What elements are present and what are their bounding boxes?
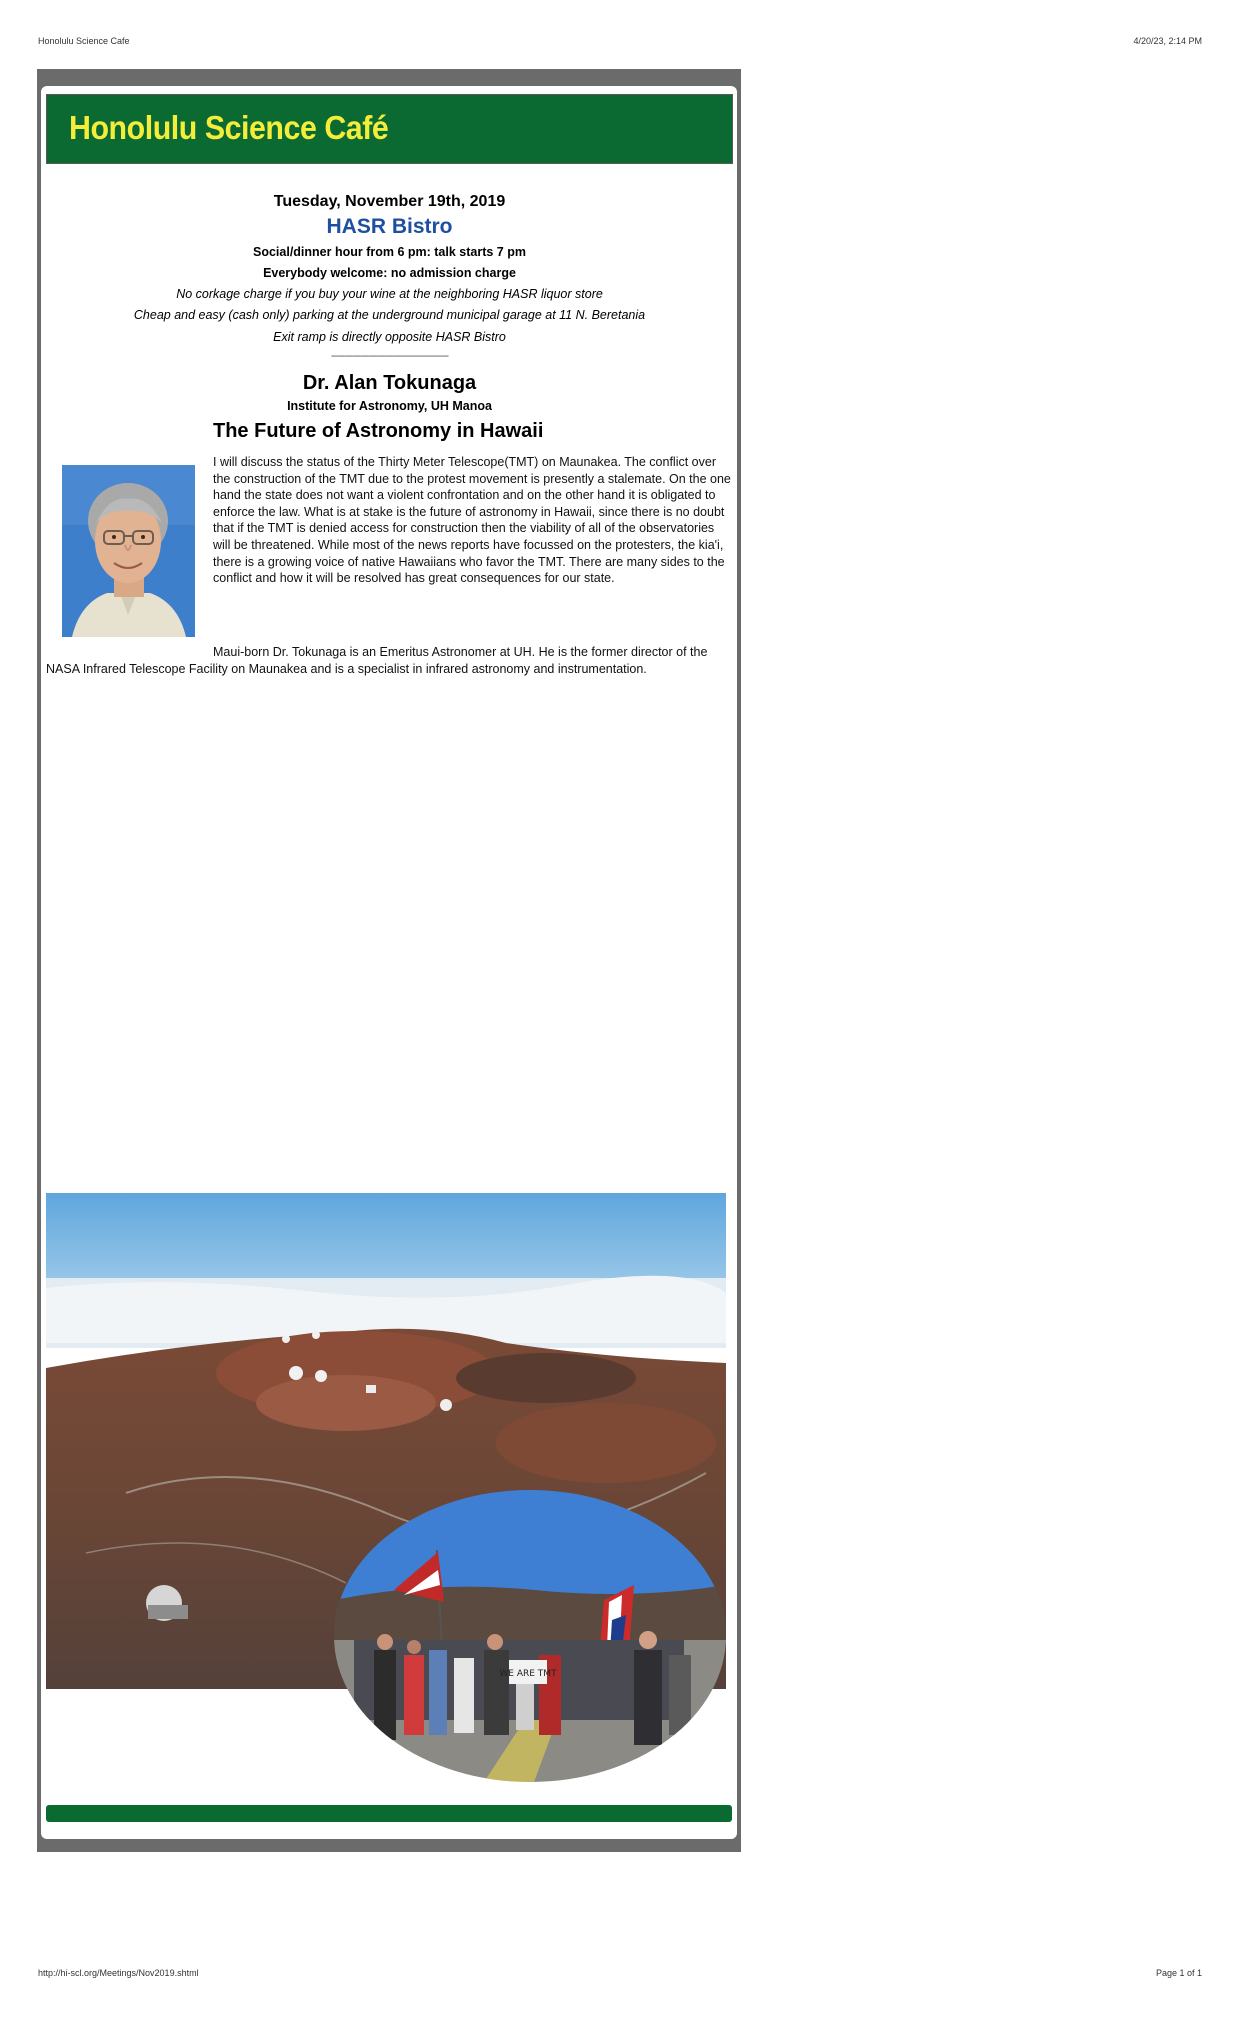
banner-title: Honolulu Science Café (69, 109, 389, 146)
event-hours: Social/dinner hour from 6 pm: talk starts 7 pm (253, 245, 526, 259)
event-corkage-note: No corkage charge if you buy your wine at the neighboring HASR liquor store (176, 287, 603, 301)
speaker-name: Dr. Alan Tokunaga (302, 372, 477, 394)
print-header-title: Honolulu Science Cafe (38, 36, 130, 46)
protest-sign-text: WE ARE TMT (499, 1669, 557, 1679)
section-divider: -------------------------------------------- (330, 350, 449, 362)
print-footer-url: http://hi-scl.org/Meetings/Nov2019.shtml (38, 1968, 199, 1978)
event-exit-ramp-note: Exit ramp is directly opposite HASR Bistro (273, 330, 506, 344)
speaker-bio: Maui-born Dr. Tokunaga is an Emeritus Astronomer at UH. He is the former director of the NASA Infrared Telescope Facility on Maunakea and is a specialist in infrared astronomy and instrumentation. (46, 645, 708, 676)
talk-abstract: I will discuss the status of the Thirty Meter Telescope(TMT) on Maunakea. The conflict over the construction of the TMT due to the protest movement is presently a stalemate. On the one hand the state does not want a violent confrontation and on the other hand it is obligated to enforce the law. What is at stake is the future of astronomy in Hawaii, since there is no doubt that if the TMT is denied access for construction then the viability of all of the observatories will be threatened. While most of the news reports have focussed on the protesters, the kia'i, there is a growing voice of native Hawaiians who favor the TMT. There are many sides to the conflict and how it will be resolved has great consequences for our state. (213, 455, 731, 586)
speaker-portrait (62, 465, 195, 637)
tmt-rally-image (334, 1490, 726, 1782)
print-footer-page-number: Page 1 of 1 (1155, 1968, 1202, 1978)
tmt-rally-photo (334, 1490, 726, 1782)
site-banner (46, 94, 733, 164)
speaker-portrait-image (62, 465, 195, 637)
event-date: Tuesday, November 19th, 2019 (273, 193, 506, 210)
talk-title: The Future of Astronomy in Hawaii (213, 420, 544, 442)
footer-bar (46, 1805, 732, 1822)
event-venue: HASR Bistro (326, 215, 453, 238)
event-admission: Everybody welcome: no admission charge (263, 266, 516, 280)
print-header-timestamp: 4/20/23, 2:14 PM (1133, 36, 1202, 46)
speaker-institute: Institute for Astronomy, UH Manoa (287, 399, 492, 413)
event-parking-note: Cheap and easy (cash only) parking at the underground municipal garage at 11 N. Beretania (133, 308, 646, 322)
